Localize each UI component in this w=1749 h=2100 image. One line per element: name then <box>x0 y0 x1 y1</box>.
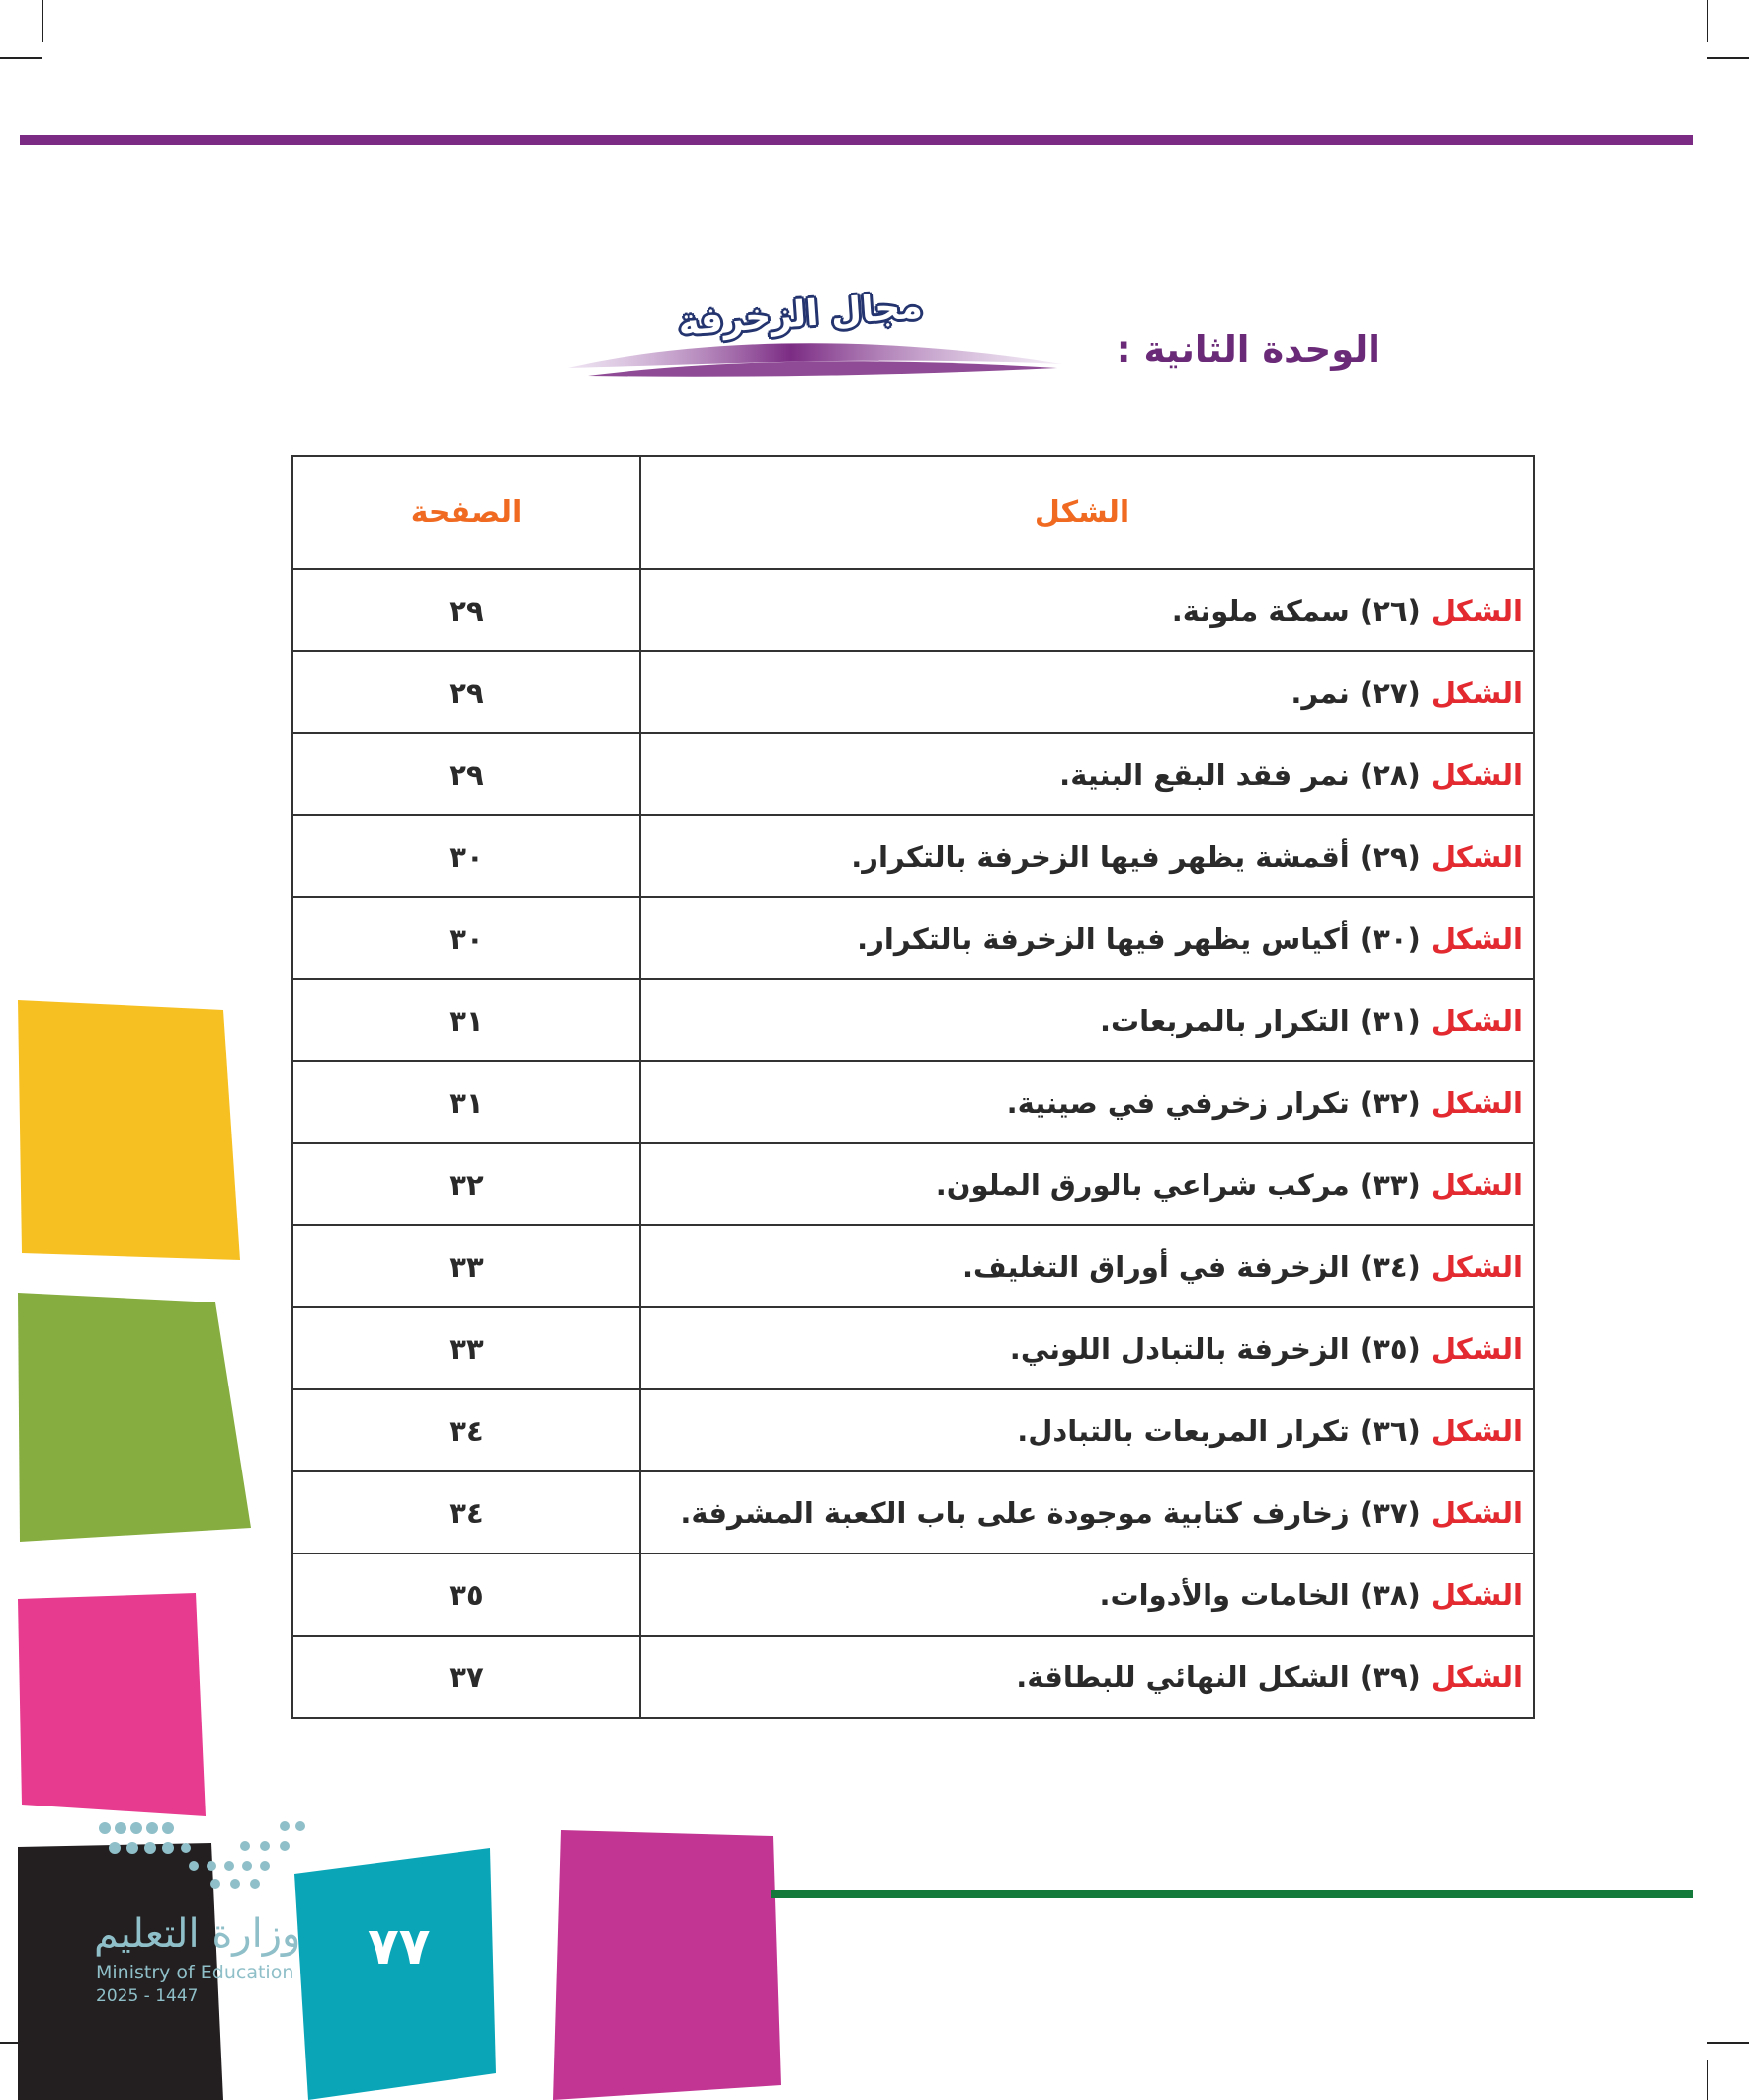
figure-caption-cell <box>640 1636 1534 1718</box>
page-number-cell: ٣٠ <box>292 897 640 979</box>
page-number-cell: ٣٠ <box>292 815 640 897</box>
figure-title: نمر. <box>1291 675 1350 710</box>
figure-title: تكرار المربعات بالتبادل. <box>1017 1413 1350 1448</box>
figure-number: (٣٦) <box>1359 1413 1421 1448</box>
ministry-logo-dots <box>97 1820 309 1899</box>
table-row <box>292 1061 1534 1143</box>
page-number-cell: ٣١ <box>292 1061 640 1143</box>
figure-title: الشكل النهائي للبطاقة. <box>1016 1659 1350 1694</box>
page-number-cell: ٣١ <box>292 979 640 1061</box>
page-number-cell: ٣٣ <box>292 1307 640 1389</box>
table-row <box>292 1554 1534 1636</box>
field-title: مجال الزخرفة <box>677 286 924 344</box>
page-number-cell: ٣٧ <box>292 1636 640 1718</box>
crop-mark <box>0 57 42 59</box>
figure-label: الشكل <box>1430 1413 1523 1448</box>
header-shape: الشكل <box>640 456 1534 569</box>
figure-label: الشكل <box>1430 921 1523 956</box>
figure-caption-cell <box>640 1471 1534 1554</box>
figure-number: (٣١) <box>1359 1003 1421 1038</box>
crop-mark <box>1707 57 1749 59</box>
ministry-year: 2025 - 1447 <box>96 1986 199 2006</box>
bottom-divider <box>771 1890 1693 1898</box>
figure-label: الشكل <box>1430 593 1523 628</box>
figure-label: الشكل <box>1430 675 1523 710</box>
figure-number: (٣٥) <box>1359 1331 1421 1366</box>
figure-caption-cell <box>640 651 1534 733</box>
figures-table <box>292 455 1535 1719</box>
table-row <box>292 815 1534 897</box>
crop-mark <box>42 0 43 42</box>
figure-label: الشكل <box>1430 1659 1523 1694</box>
figure-label: الشكل <box>1430 1003 1523 1038</box>
top-divider <box>20 135 1693 145</box>
table-row <box>292 1143 1534 1225</box>
figure-title: تكرار زخرفي في صينية. <box>1006 1085 1350 1120</box>
figure-caption-cell <box>640 979 1534 1061</box>
figure-label: الشكل <box>1430 757 1523 792</box>
figure-label: الشكل <box>1430 1331 1523 1366</box>
table-body <box>292 569 1534 1718</box>
yellow-block <box>18 998 245 1265</box>
magenta-block <box>553 1830 783 2100</box>
table-row <box>292 979 1534 1061</box>
page-number-cell: ٢٩ <box>292 569 640 651</box>
pink-block <box>18 1593 215 1820</box>
figure-number: (٣٠) <box>1359 921 1421 956</box>
figure-title: الزخرفة بالتبادل اللوني. <box>1009 1331 1350 1366</box>
ministry-name-arabic: وزارة التعليم <box>94 1911 301 1957</box>
table-row <box>292 1471 1534 1554</box>
figure-title: مركب شراعي بالورق الملون. <box>935 1167 1350 1202</box>
figure-number: (٢٧) <box>1359 675 1421 710</box>
unit-label: الوحدة الثانية : <box>1116 328 1380 371</box>
header-page: الصفحة <box>292 456 640 569</box>
figure-label: الشكل <box>1430 1577 1523 1612</box>
figure-caption-cell <box>640 815 1534 897</box>
table-row <box>292 733 1534 815</box>
figure-number: (٣٢) <box>1359 1085 1421 1120</box>
figure-label: الشكل <box>1430 839 1523 874</box>
figure-label: الشكل <box>1430 1167 1523 1202</box>
crop-mark <box>1707 0 1708 42</box>
figure-title: زخارف كتابية موجودة على باب الكعبة المشرفة. <box>680 1495 1350 1530</box>
figure-number: (٣٣) <box>1359 1167 1421 1202</box>
figure-label: الشكل <box>1430 1249 1523 1284</box>
table-row <box>292 651 1534 733</box>
figure-caption-cell <box>640 569 1534 651</box>
figure-title: الزخرفة في أوراق التغليف. <box>961 1249 1350 1284</box>
table-header-row <box>292 456 1534 569</box>
ministry-name-english: Ministry of Education <box>96 1962 294 1983</box>
figure-title: التكرار بالمربعات. <box>1099 1003 1350 1038</box>
figure-number: (٣٤) <box>1359 1249 1421 1284</box>
table-row <box>292 1636 1534 1718</box>
table-row <box>292 569 1534 651</box>
figure-title: سمكة ملونة. <box>1171 593 1350 628</box>
figure-title: نمر فقد البقع البنية. <box>1059 757 1350 792</box>
crop-mark <box>1707 2060 1708 2100</box>
green-block <box>18 1293 255 1550</box>
page-number-cell: ٢٩ <box>292 733 640 815</box>
table-row <box>292 897 1534 979</box>
figure-title: أقمشة يظهر فيها الزخرفة بالتكرار. <box>851 839 1350 874</box>
page-number-cell: ٣٤ <box>292 1471 640 1554</box>
table-row <box>292 1307 1534 1389</box>
page-number-cell: ٣٢ <box>292 1143 640 1225</box>
page-number-cell: ٣٣ <box>292 1225 640 1307</box>
figure-caption-cell <box>640 1225 1534 1307</box>
page-number-cell: ٢٩ <box>292 651 640 733</box>
figure-label: الشكل <box>1430 1495 1523 1530</box>
figure-caption-cell <box>640 733 1534 815</box>
figure-caption-cell <box>640 1389 1534 1471</box>
figure-number: (٣٧) <box>1359 1495 1421 1530</box>
figure-number: (٢٨) <box>1359 757 1421 792</box>
figure-label: الشكل <box>1430 1085 1523 1120</box>
figure-title: الخامات والأدوات. <box>1099 1577 1350 1612</box>
figure-title: أكياس يظهر فيها الزخرفة بالتكرار. <box>857 921 1350 956</box>
figure-number: (٣٩) <box>1359 1659 1421 1694</box>
figure-number: (٢٦) <box>1359 593 1421 628</box>
figure-number: (٣٨) <box>1359 1577 1421 1612</box>
page-number: ٧٧ <box>368 1917 431 1976</box>
page-number-cell: ٣٥ <box>292 1554 640 1636</box>
figure-caption-cell <box>640 1554 1534 1636</box>
table-row <box>292 1225 1534 1307</box>
figure-caption-cell <box>640 897 1534 979</box>
figure-caption-cell <box>640 1307 1534 1389</box>
figure-caption-cell <box>640 1143 1534 1225</box>
crop-mark <box>1707 2042 1749 2044</box>
table-row <box>292 1389 1534 1471</box>
page-number-cell: ٣٤ <box>292 1389 640 1471</box>
figure-caption-cell <box>640 1061 1534 1143</box>
figure-number: (٢٩) <box>1359 839 1421 874</box>
